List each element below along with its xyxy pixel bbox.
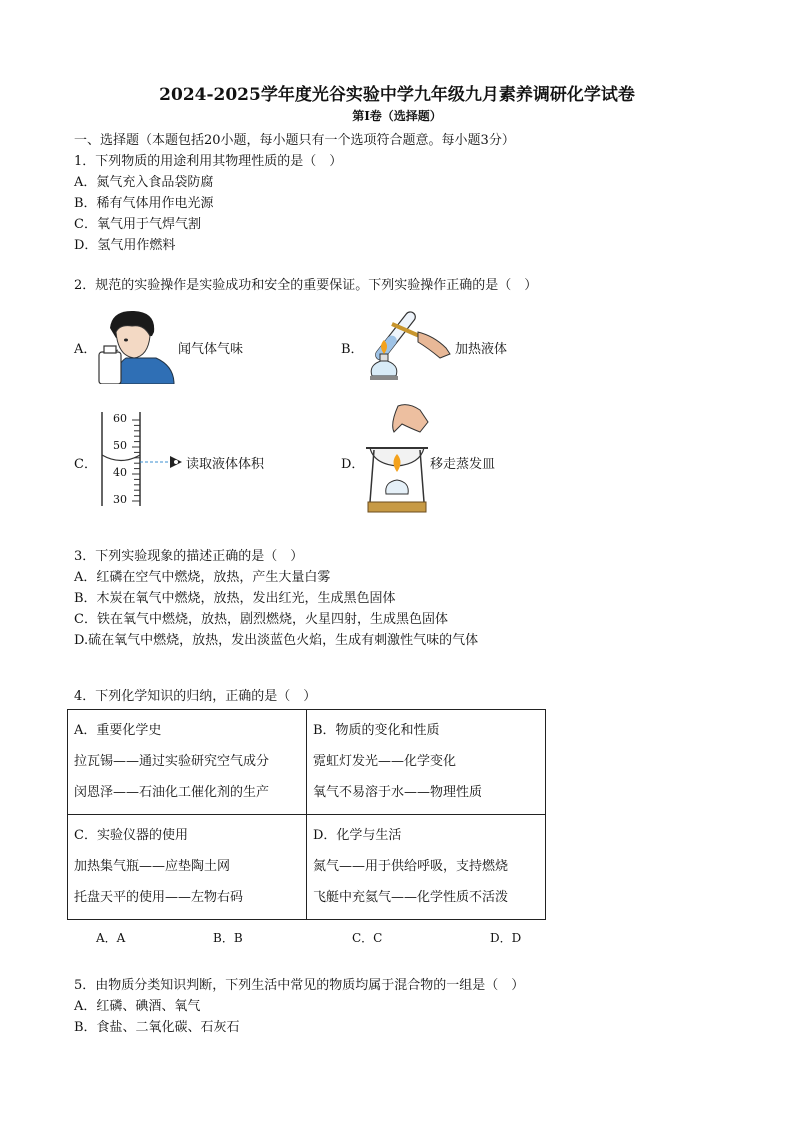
q2-caption-a: 闻气体气味 (178, 342, 244, 357)
q4-answer-c: C．C (352, 931, 383, 945)
q5-option-a: A．红磷、碘酒、氧气 (74, 999, 201, 1014)
read-volume-illustration (96, 410, 186, 510)
q3-option-b: B．木炭在氧气中燃烧，放热，发出红光，生成黑色固体 (74, 591, 396, 606)
q4-cell-b-line2: 氧气不易溶于水——物理性质 (313, 785, 483, 800)
page-title: 2024-2025学年度光谷实验中学九年级九月素养调研化学试卷 (159, 85, 635, 105)
q4-cell-d-line2: 飞艇中充氦气——化学性质不活泼 (313, 890, 509, 905)
q2-label-c: C． (74, 457, 97, 472)
q1-option-a: A．氮气充入食品袋防腐 (74, 175, 214, 190)
heat-liquid-illustration (362, 302, 454, 390)
q1-option-b: B．稀有气体用作电光源 (74, 196, 214, 211)
q4-cell-c-line1: 加热集气瓶——应垫陶土网 (74, 859, 231, 874)
q1-option-c: C．氧气用于气焊气割 (74, 217, 201, 232)
q5-stem: 5．由物质分类知识判断，下列生活中常见的物质均属于混合物的一组是（ ） (74, 978, 525, 993)
q4-cell-d-heading: D．化学与生活 (313, 828, 402, 843)
q3-option-a: A．红磷在空气中燃烧，放热，产生大量白雾 (74, 570, 331, 585)
page-subtitle: 第Ⅰ卷（选择题） (352, 109, 442, 123)
q2-label-a: A． (74, 342, 97, 357)
q4-cell-c-line2: 托盘天平的使用——左物右码 (74, 890, 244, 905)
scale-label-40: 40 (113, 466, 127, 479)
q3-option-c: C．铁在氧气中燃烧，放热，剧烈燃烧，火星四射，生成黑色固体 (74, 612, 448, 627)
q4-cell-d (307, 815, 546, 920)
q2-label-b: B． (341, 342, 364, 357)
q4-cell-c (68, 815, 307, 920)
q5-option-b: B．食盐、二氧化碳、石灰石 (74, 1020, 240, 1035)
q2-caption-c: 读取液体体积 (186, 457, 265, 472)
q4-knowledge-table (67, 709, 546, 920)
q1-stem: 1．下列物质的用途利用其物理性质的是（ ） (74, 154, 343, 169)
scale-label-60: 60 (113, 412, 127, 425)
q4-cell-a (68, 710, 307, 815)
q4-cell-b-line1: 霓虹灯发光——化学变化 (313, 754, 457, 769)
q2-label-d: D． (341, 457, 365, 472)
q4-cell-c-heading: C．实验仪器的使用 (74, 828, 188, 843)
q4-cell-d-line1: 氮气——用于供给呼吸，支持燃烧 (313, 859, 509, 874)
q4-cell-a-heading: A．重要化学史 (74, 723, 162, 738)
q2-caption-d: 移走蒸发皿 (430, 457, 496, 472)
scale-label-30: 30 (113, 493, 127, 506)
q1-option-d: D．氢气用作燃料 (74, 238, 176, 253)
q4-answer-d: D．D (490, 931, 522, 945)
q4-cell-b-heading: B．物质的变化和性质 (313, 723, 440, 738)
q4-cell-b (307, 710, 546, 815)
q4-stem: 4．下列化学知识的归纳，正确的是（ ） (74, 689, 317, 704)
section-heading: 一、选择题（本题包括20小题，每小题只有一个选项符合题意。每小题3分） (74, 133, 515, 148)
q3-option-d: D.硫在氧气中燃烧，放热，发出淡蓝色火焰，生成有刺激性气味的气体 (74, 633, 479, 648)
q4-answer-a: A．A (96, 931, 126, 945)
q4-cell-a-line2: 闵恩泽——石油化工催化剂的生产 (74, 785, 270, 800)
q4-answer-b: B．B (213, 931, 243, 945)
q2-caption-b: 加热液体 (455, 342, 508, 357)
smell-gas-illustration (96, 306, 176, 384)
scale-label-50: 50 (113, 439, 127, 452)
evaporating-dish-illustration (364, 402, 430, 514)
q4-cell-a-line1: 拉瓦锡——通过实验研究空气成分 (74, 754, 270, 769)
q2-stem: 2．规范的实验操作是实验成功和安全的重要保证。下列实验操作正确的是（ ） (74, 278, 538, 293)
q3-stem: 3．下列实验现象的描述正确的是（ ） (74, 549, 304, 564)
